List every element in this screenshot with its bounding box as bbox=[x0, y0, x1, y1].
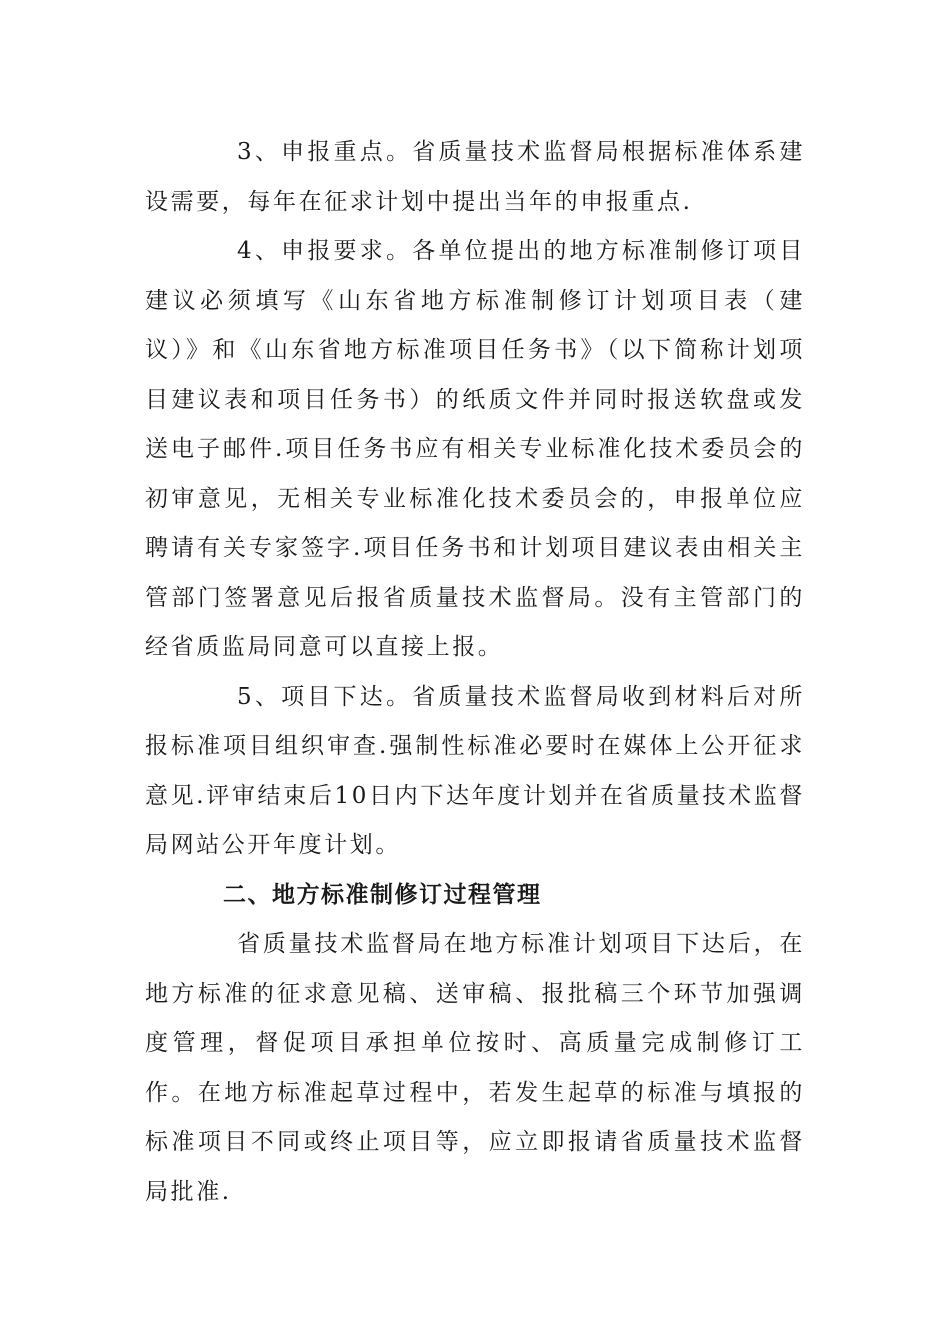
section-heading: 二、地方标准制修订过程管理 bbox=[223, 881, 542, 908]
paragraph-project-issuance: 5、项目下达。省质量技术监督局收到材料后对所报标准项目组织审查.强制性标准必要时在媒体上公开征求意见.评审结束后10日内下达年度计划并在省质量技术监督局网站公开年度计划。 bbox=[145, 683, 805, 858]
paragraph-process-management: 省质量技术监督局在地方标准计划项目下达后，在地方标准的征求意见稿、送审稿、报批稿三个环节加强调度管理，督促项目承担单位按时、高质量完成制修订工作。在地方标准起草过程中，若发生起草的标准与填报的标准项目不同或终止项目等，应立即报请省质量技术监督局批准. bbox=[145, 931, 805, 1205]
document-body bbox=[145, 128, 805, 1217]
paragraph-declaration-requirements: 4、申报要求。各单位提出的地方标准制修订项目建议必须填写《山东省地方标准制修订计划项目表（建议）》和《山东省地方标准项目任务书》（以下简称计划项目建议表和项目任务书）的纸质文件并同时报送软盘或发送电子邮件.项目任务书应有相关专业标准化技术委员会的初审意见，无相关专业标准化技术委员会的，申报单位应聘请有关专家签字.项目任务书和计划项目建议表由相关主管部门签署意见后报省质量技术监督局。没有主管部门的经省质监局同意可以直接上报。 bbox=[145, 238, 805, 660]
paragraph-declaration-focus: 3、申报重点。省质量技术监督局根据标准体系建设需要，每年在征求计划中提出当年的申报重点. bbox=[145, 139, 805, 215]
